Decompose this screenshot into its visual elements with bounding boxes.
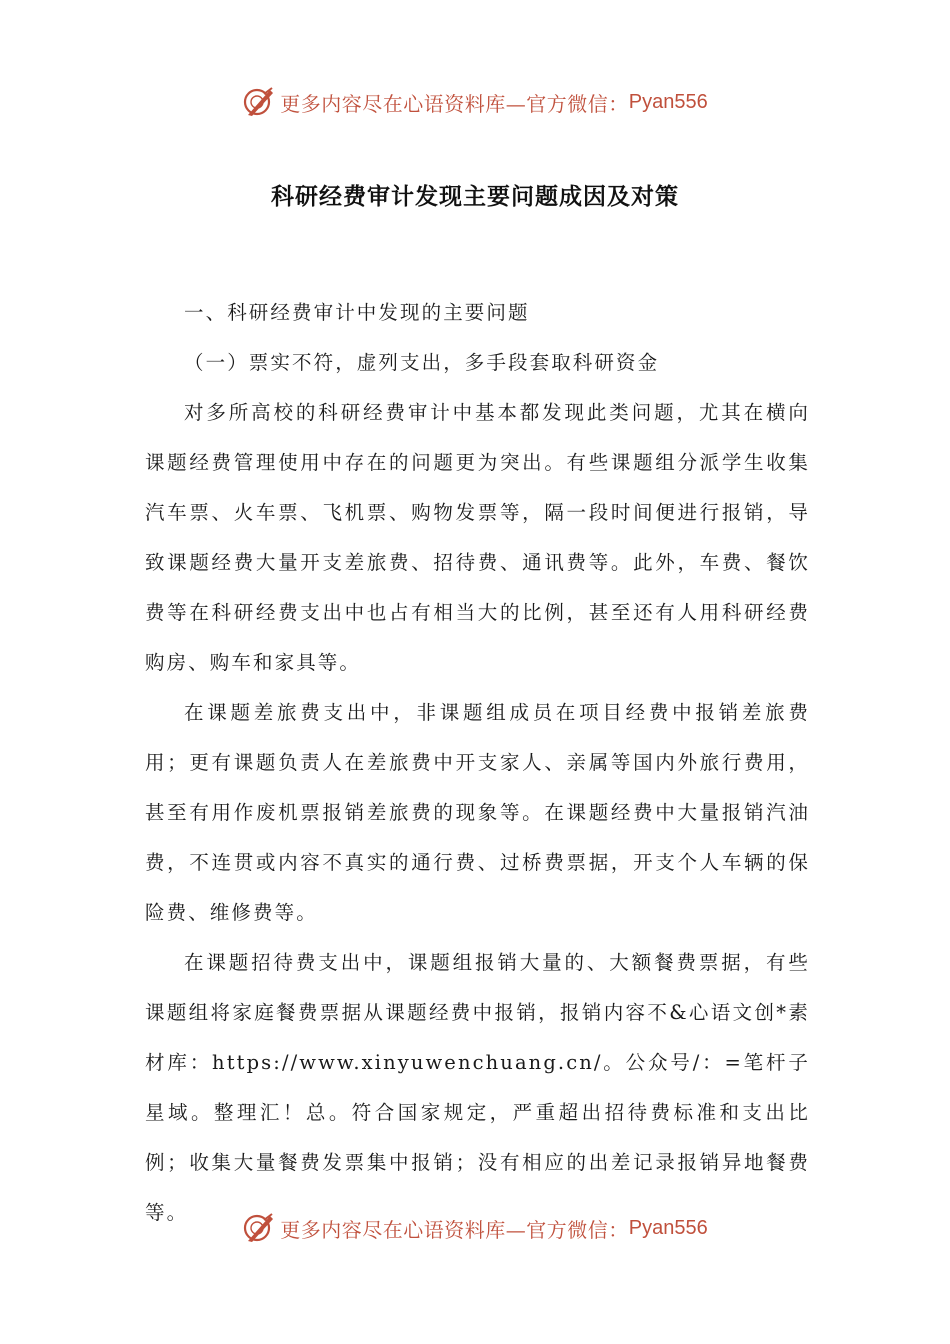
banner-text: 更多内容尽在心语资料库—官方微信： [280,91,629,116]
header-banner [0,82,950,122]
quill-logo-icon [242,1211,276,1245]
footer-banner [0,1208,950,1248]
paragraph: 对多所高校的科研经费审计中基本都发现此类问题，尤其在横向课题经费管理使用中存在的问题更为突出。有些课题组分派学生收集汽车票、火车票、飞机票、购物发票等，隔一段时间便进行报销，导致课题经费大量开支差旅费、招待费、通讯费等。此外，车费、餐饮费等在科研经费支出中也占有相当大的比例，甚至还有人用科研经费购房、购车和家具等。 [145,401,810,674]
section-heading: 一、科研经费审计中发现的主要问题 [184,301,530,324]
paragraph: 在课题招待费支出中，课题组报销大量的、大额餐费票据，有些课题组将家庭餐费票据从课题经费中报销，报销内容不&心语文创*素材库：https://www.xinyuwenchuang.cn/。公众号/：=笔杆子星域。整理汇！总。符合国家规定，严重超出招待费标准和支出比例；收集大量餐费发票集中报销；没有相应的出差记录报销异地餐费等。 [145,951,810,1224]
quill-logo-icon [242,85,276,119]
document-title: 科研经费审计发现主要问题成因及对策 [271,184,679,210]
paragraph: 在课题差旅费支出中，非课题组成员在项目经费中报销差旅费用；更有课题负责人在差旅费中开支家人、亲属等国内外旅行费用，甚至有用作废机票报销差旅费的现象等。在课题经费中大量报销汽油费，不连贯或内容不真实的通行费、过桥费票据，开支个人车辆的保险费、维修费等。 [145,701,810,924]
banner-wechat-id: Pyan556 [628,1216,708,1239]
banner-wechat-id: Pyan556 [628,90,708,113]
banner-text: 更多内容尽在心语资料库—官方微信： [280,1217,629,1242]
document-body [145,288,810,1238]
subsection-heading: （一）票实不符，虚列支出，多手段套取科研资金 [184,351,660,374]
